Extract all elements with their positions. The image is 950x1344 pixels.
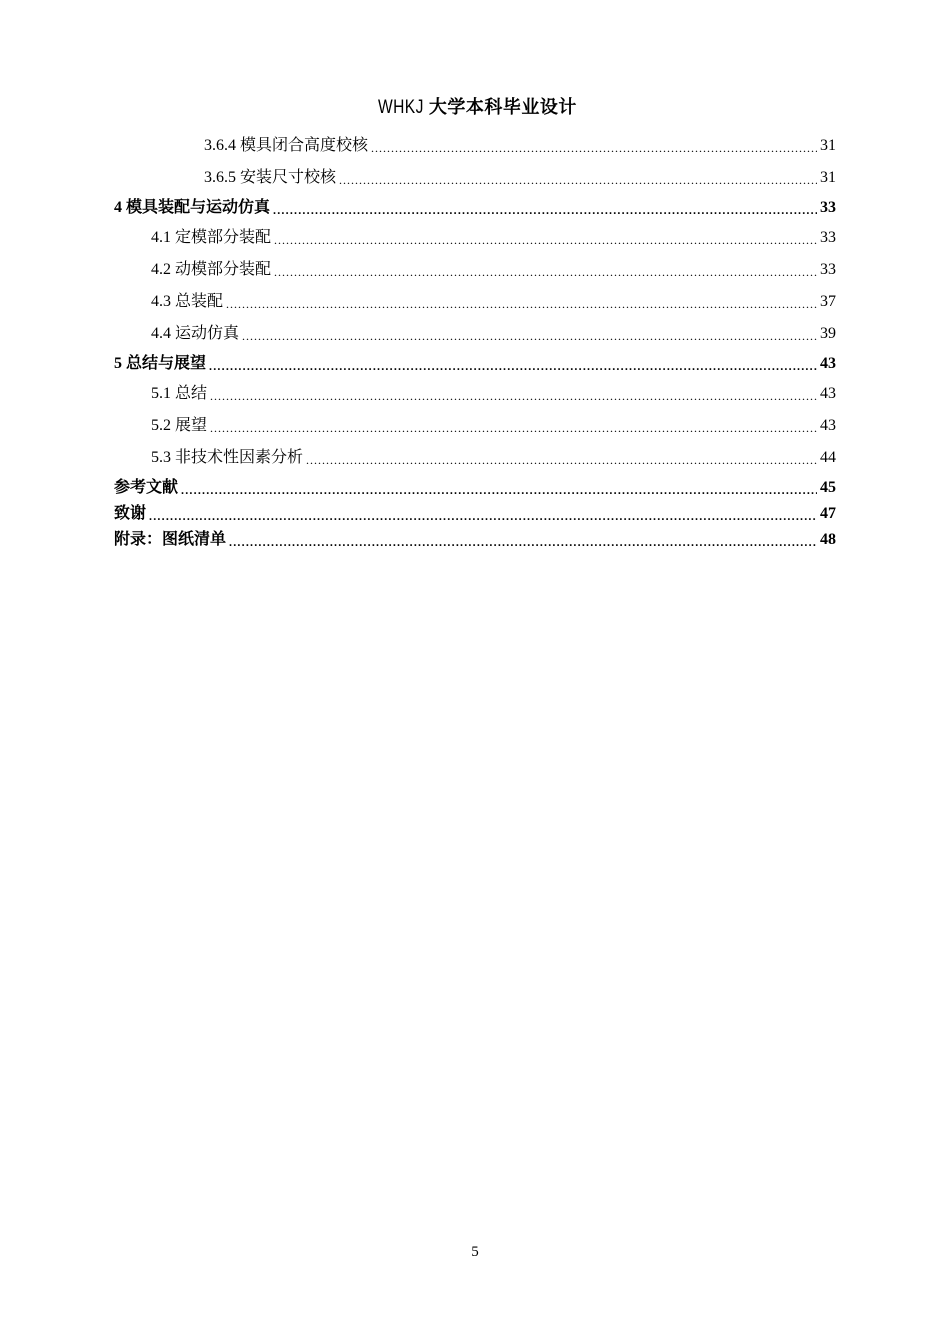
toc-entry-number: 3.6.4 — [204, 137, 236, 154]
toc-entry-label — [114, 478, 181, 498]
toc-entry-title: 展望 — [175, 417, 208, 434]
toc-entry-title: 总装配 — [175, 293, 224, 310]
toc-entry-label — [151, 260, 274, 280]
toc-entry-label — [204, 168, 339, 188]
header-title: 大学本科毕业设计 — [428, 97, 577, 118]
toc-entry-title: 运动仿真 — [175, 325, 240, 342]
running-header — [0, 96, 950, 120]
toc-dot-leader — [371, 136, 817, 156]
toc-entry-title: 参考文献 — [114, 479, 179, 496]
toc-entry-title: 总结 — [175, 385, 208, 402]
toc-entry[interactable] — [114, 350, 836, 374]
toc-entry-number: 5.3 — [151, 449, 171, 466]
toc-entry[interactable] — [114, 474, 836, 498]
toc-entry-page: 43 — [820, 417, 836, 434]
toc-dot-leader — [273, 198, 817, 218]
toc-entry[interactable] — [114, 526, 836, 550]
toc-dot-leader — [226, 292, 817, 312]
toc-entry-label — [151, 292, 226, 312]
toc-entry[interactable] — [151, 380, 836, 404]
toc-entry-title: 附录：图纸清单 — [114, 531, 227, 548]
toc-entry[interactable] — [151, 320, 836, 344]
toc-entry-page: 39 — [820, 325, 836, 342]
toc-entry-number: 3.6.5 — [204, 169, 236, 186]
toc-entry-page: 43 — [820, 355, 836, 372]
toc-dot-leader — [209, 354, 817, 374]
toc-entry-label — [114, 354, 209, 374]
toc-entry[interactable] — [151, 224, 836, 248]
toc-entry-label — [151, 384, 210, 404]
toc-entry-page: 45 — [820, 479, 836, 496]
toc-entry-page: 37 — [820, 293, 836, 310]
toc-dot-leader — [274, 228, 817, 248]
toc-dot-leader — [242, 324, 817, 344]
toc-entry[interactable] — [151, 444, 836, 468]
toc-entry-page: 48 — [820, 531, 836, 548]
toc-dot-leader — [210, 416, 817, 436]
toc-dot-leader — [306, 448, 817, 468]
toc-entry-label — [114, 530, 229, 550]
toc-entry[interactable] — [204, 132, 836, 156]
toc-entry-label — [151, 228, 274, 248]
toc-entry[interactable] — [151, 412, 836, 436]
toc-entry-page: 47 — [820, 505, 836, 522]
toc-entry-page: 33 — [820, 261, 836, 278]
toc-entry-label — [151, 416, 210, 436]
toc-entry-title: 模具装配与运动仿真 — [126, 199, 271, 216]
toc-dot-leader — [339, 168, 817, 188]
toc-entry-page: 33 — [820, 229, 836, 246]
toc-entry-page: 43 — [820, 385, 836, 402]
toc-entry-page: 44 — [820, 449, 836, 466]
toc-entry[interactable] — [151, 256, 836, 280]
toc-entry-label — [151, 324, 242, 344]
toc-entry-title: 致谢 — [114, 505, 147, 522]
toc-entry-title: 非技术性因素分析 — [175, 449, 304, 466]
toc-entry-title: 动模部分装配 — [175, 261, 272, 278]
toc-dot-leader — [274, 260, 817, 280]
toc-entry-number: 4.4 — [151, 325, 171, 342]
toc-entry[interactable] — [204, 164, 836, 188]
toc-entry-number: 4.1 — [151, 229, 171, 246]
toc-dot-leader — [181, 478, 817, 498]
toc-entry-label — [151, 448, 306, 468]
toc-dot-leader — [149, 504, 817, 524]
toc-entry-number: 5.1 — [151, 385, 171, 402]
toc-entry-number: 5 — [114, 355, 122, 372]
toc-entry-number: 5.2 — [151, 417, 171, 434]
toc-entry-label — [204, 136, 371, 156]
toc-entry-page: 31 — [820, 169, 836, 186]
toc-entry-page: 31 — [820, 137, 836, 154]
toc-dot-leader — [229, 530, 817, 550]
toc-entry-number: 4.3 — [151, 293, 171, 310]
toc-entry-title: 安装尺寸校核 — [240, 169, 337, 186]
toc-entry-label — [114, 198, 273, 218]
page-number: 5 — [471, 1244, 479, 1260]
toc-entry-page: 33 — [820, 199, 836, 216]
toc-entry-title: 总结与展望 — [126, 355, 207, 372]
toc-entry-number: 4.2 — [151, 261, 171, 278]
toc-entry[interactable] — [114, 500, 836, 524]
toc-entry-number: 4 — [114, 199, 122, 216]
toc-entry[interactable] — [151, 288, 836, 312]
toc-dot-leader — [210, 384, 817, 404]
toc-entry-title: 定模部分装配 — [175, 229, 272, 246]
header-school-name: WHKJ — [378, 97, 424, 118]
toc-entry-label — [114, 504, 149, 524]
toc-entry[interactable] — [114, 194, 836, 218]
toc-entry-title: 模具闭合高度校核 — [240, 137, 369, 154]
